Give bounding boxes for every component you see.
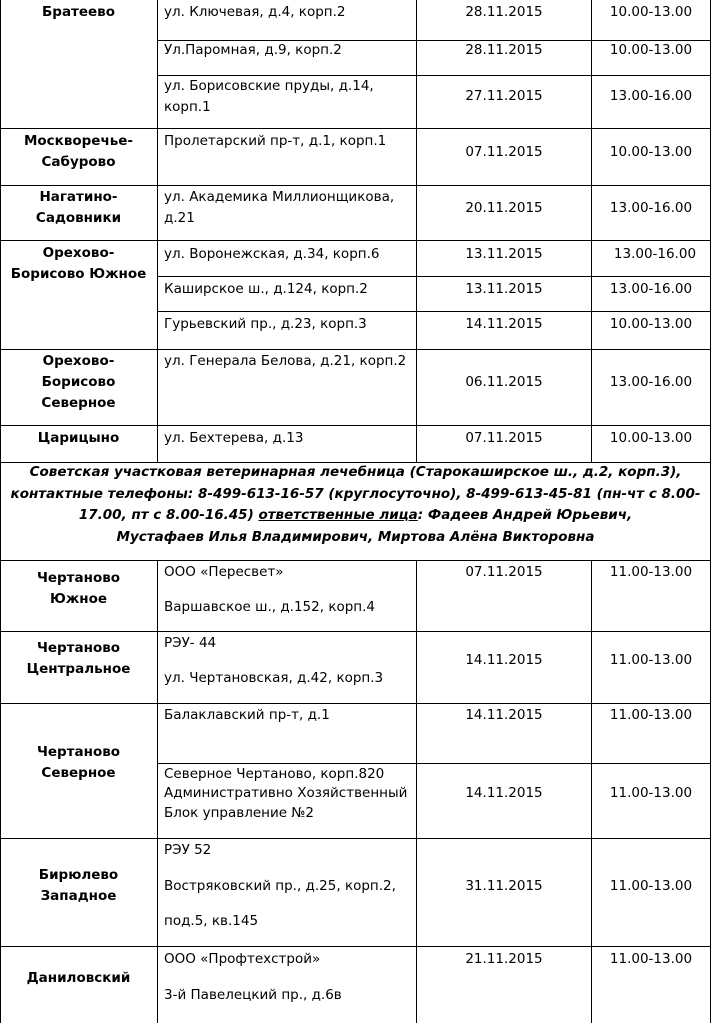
time-cell: 11.00-13.00: [609, 564, 693, 580]
date-cell: 28.11.2015: [465, 4, 543, 20]
time-cell: 13.00-16.00: [609, 281, 693, 297]
grid-line: [157, 0, 158, 462]
time-cell: 10.00-13.00: [609, 144, 693, 160]
time-cell: 13.00-16.00: [609, 200, 693, 216]
date-cell: 07.11.2015: [465, 430, 543, 446]
date-cell: 06.11.2015: [465, 374, 543, 390]
district-name: Чертаново: [36, 744, 121, 760]
district-name: Орехово-: [42, 245, 115, 261]
grid-line: [0, 631, 711, 632]
grid-line: [0, 838, 711, 839]
address-cell: корп.1: [164, 99, 211, 115]
banner-line: Советская участковая ветеринарная лечебница (Старокаширское ш., д.2, корп.3),: [29, 464, 682, 480]
banner-text: 17.00, пт с 8.00-16.45): [78, 507, 259, 523]
time-cell: 10.00-13.00: [609, 42, 693, 58]
time-cell: 11.00-13.00: [609, 785, 693, 801]
date-cell: 07.11.2015: [465, 144, 543, 160]
address-cell: под.5, кв.145: [164, 913, 259, 929]
address-cell: 3-й Павелецкий пр., д.6в: [164, 987, 342, 1003]
time-cell: 10.00-13.00: [609, 316, 693, 332]
grid-line: [0, 349, 711, 350]
date-cell: 28.11.2015: [465, 42, 543, 58]
grid-line: [0, 560, 1, 1023]
responsible-persons-label: ответственные лица: [258, 507, 418, 523]
grid-line: [0, 703, 711, 704]
district-name: Чертаново: [36, 570, 121, 586]
time-cell: 13.00-16.00: [609, 374, 693, 390]
district-name: Борисово: [41, 374, 116, 390]
address-cell: ул. Чертановская, д.42, корп.3: [164, 670, 384, 686]
district-name: Западное: [40, 888, 117, 904]
grid-line: [0, 560, 711, 561]
date-cell: 21.11.2015: [465, 951, 543, 967]
district-name: Братеево: [41, 4, 116, 20]
time-cell: 11.00-13.00: [609, 878, 693, 894]
district-name: Северное: [41, 395, 116, 411]
date-cell: 31.11.2015: [465, 878, 543, 894]
organization-cell: РЭУ 52: [164, 842, 212, 858]
banner-line: [0, 505, 711, 527]
time-cell: 11.00-13.00: [609, 707, 693, 723]
clinic-info-banner: [0, 462, 711, 548]
date-cell: 14.11.2015: [465, 652, 543, 668]
organization-cell: РЭУ- 44: [164, 635, 217, 651]
date-cell: 07.11.2015: [465, 564, 543, 580]
grid-line: [157, 311, 711, 312]
time-cell: 11.00-13.00: [609, 951, 693, 967]
time-cell: 10.00-13.00: [609, 430, 693, 446]
date-cell: 13.11.2015: [465, 246, 543, 262]
address-cell: Каширское ш., д.124, корп.2: [164, 281, 368, 297]
banner-line: Мустафаев Илья Владимирович, Миртова Алёна Викторовна: [116, 528, 595, 545]
date-cell: 14.11.2015: [465, 785, 543, 801]
address-cell: Северное Чертаново, корп.820: [164, 766, 385, 782]
address-cell: д.21: [164, 210, 195, 226]
address-cell: ул. Бехтерева, д.13: [164, 430, 304, 446]
address-cell: ул. Воронежская, д.34, корп.6: [164, 246, 380, 262]
address-cell: Ул.Паромная, д.9, корп.2: [164, 42, 342, 58]
date-cell: 14.11.2015: [465, 707, 543, 723]
district-name: Даниловский: [26, 970, 131, 986]
district-name: Северное: [41, 765, 116, 781]
date-cell: 13.11.2015: [465, 281, 543, 297]
grid-line: [0, 946, 711, 947]
address-cell: ул. Генерала Белова, д.21, корп.2: [164, 353, 407, 369]
district-name: Бирюлево: [38, 867, 119, 883]
time-cell: 13.00-16.00: [609, 88, 693, 104]
time-cell: 11.00-13.00: [609, 652, 693, 668]
district-name: Нагатино-: [39, 189, 118, 205]
banner-text: : Фадеев Андрей Юрьевич,: [417, 507, 633, 523]
address-cell: Пролетарский пр-т, д.1, корп.1: [164, 133, 387, 149]
organization-cell: ООО «Пересвет»: [164, 564, 284, 580]
address-cell: ул. Ключевая, д.4, корп.2: [164, 4, 346, 20]
date-cell: 27.11.2015: [465, 88, 543, 104]
time-cell: 10.00-13.00: [609, 4, 693, 20]
district-name: Садовники: [35, 210, 122, 226]
district-name: Борисово Южное: [10, 266, 147, 282]
district-name: Центральное: [26, 661, 131, 677]
banner-line: контактные телефоны: 8-499-613-16-57 (круглосуточно), 8-499-613-45-81 (пн-чт с 8.00-: [10, 485, 701, 502]
organization-cell: ООО «Профтехстрой»: [164, 951, 321, 967]
grid-line: [157, 276, 711, 277]
grid-line: [0, 128, 711, 129]
district-name: Орехово-: [42, 353, 115, 369]
grid-line: [0, 185, 711, 186]
grid-line: [0, 240, 711, 241]
district-name: Чертаново: [36, 640, 121, 656]
district-name: Южное: [49, 591, 108, 607]
time-cell: 13.00-16.00: [613, 246, 697, 262]
address-cell: Гурьевский пр., д.23, корп.3: [164, 316, 367, 332]
district-name: Москворечье-: [23, 133, 134, 149]
district-name: Царицыно: [37, 430, 120, 446]
address-cell: Административно Хозяйственный: [164, 785, 408, 801]
address-cell: Варшавское ш., д.152, корп.4: [164, 599, 376, 615]
address-cell: Востряковский пр., д.25, корп.2,: [164, 878, 396, 894]
grid-line: [0, 425, 711, 426]
date-cell: 14.11.2015: [465, 316, 543, 332]
address-cell: Блок управление №2: [164, 805, 314, 821]
address-cell: ул. Академика Миллионщикова,: [164, 189, 395, 205]
district-name: Сабурово: [41, 154, 116, 170]
address-cell: ул. Борисовские пруды, д.14,: [164, 78, 374, 94]
address-cell: Балаклавский пр-т, д.1: [164, 707, 330, 723]
grid-line: [157, 560, 158, 1023]
date-cell: 20.11.2015: [465, 200, 543, 216]
